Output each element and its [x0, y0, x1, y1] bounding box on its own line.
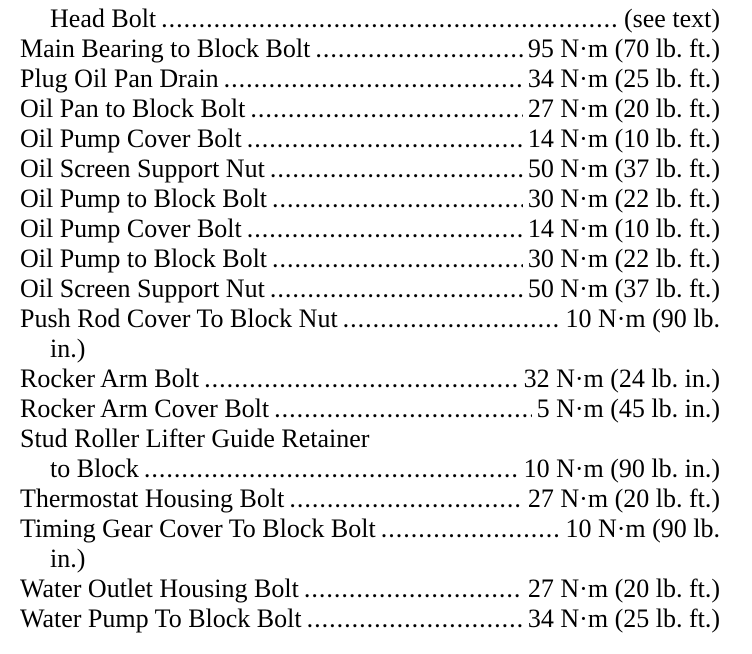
- spec-row: [20, 244, 720, 274]
- spec-row: [20, 124, 720, 154]
- spec-row: [20, 394, 720, 424]
- spec-value: 14 N·m (10 lb. ft.): [527, 124, 720, 153]
- spec-name: Main Bearing to Block Bolt: [20, 34, 311, 63]
- spec-value: 50 N·m (37 lb. ft.): [527, 154, 720, 183]
- spec-name: Head Bolt: [50, 4, 157, 33]
- spec-row: [20, 304, 720, 334]
- spec-row: [20, 154, 720, 184]
- spec-name: Oil Screen Support Nut: [20, 154, 265, 183]
- spec-name-first-line: Stud Roller Lifter Guide Retainer: [20, 424, 370, 453]
- spec-row: [20, 514, 720, 544]
- spec-row: [20, 274, 720, 304]
- spec-name: Oil Pump Cover Bolt: [20, 214, 242, 243]
- spec-row: [20, 574, 720, 604]
- spec-row: [20, 34, 720, 64]
- dot-leader: [304, 574, 523, 604]
- dot-leader: [274, 394, 531, 424]
- spec-value: 50 N·m (37 lb. ft.): [527, 274, 720, 303]
- spec-row: [20, 214, 720, 244]
- spec-value: 10 N·m (90 lb.: [565, 304, 720, 333]
- spec-row: [20, 184, 720, 214]
- spec-name: Oil Pump to Block Bolt: [20, 244, 268, 273]
- spec-value: 95 N·m (70 lb. ft.): [527, 34, 720, 63]
- dot-leader: [289, 484, 523, 514]
- spec-row: [20, 604, 720, 634]
- spec-name: Water Pump To Block Bolt: [20, 604, 302, 633]
- spec-value: 10 N·m (90 lb. in.): [523, 454, 720, 483]
- dot-leader: [250, 94, 523, 124]
- spec-name: Oil Pan to Block Bolt: [20, 94, 246, 123]
- spec-value: 30 N·m (22 lb. ft.): [527, 244, 720, 273]
- dot-leader: [247, 214, 523, 244]
- dot-leader: [270, 154, 523, 184]
- spec-name: Timing Gear Cover To Block Bolt: [20, 514, 376, 543]
- spec-value-continuation: in.): [50, 544, 86, 573]
- dot-leader: [381, 514, 561, 544]
- dot-leader: [144, 454, 519, 484]
- spec-row: [20, 94, 720, 124]
- spec-name: Water Outlet Housing Bolt: [20, 574, 299, 603]
- spec-name: Oil Pump to Block Bolt: [20, 184, 268, 213]
- spec-name: Oil Pump Cover Bolt: [20, 124, 242, 153]
- spec-name: Rocker Arm Cover Bolt: [20, 394, 270, 423]
- spec-name: Oil Screen Support Nut: [20, 274, 265, 303]
- dot-leader: [272, 244, 523, 274]
- spec-row: [20, 64, 720, 94]
- spec-name: to Block: [50, 454, 139, 483]
- dot-leader: [161, 4, 619, 34]
- spec-row: [20, 364, 720, 394]
- dot-leader: [224, 64, 523, 94]
- spec-row: [20, 484, 720, 514]
- spec-value: 34 N·m (25 lb. ft.): [527, 604, 720, 633]
- dot-leader: [343, 304, 561, 334]
- spec-row: [20, 4, 720, 34]
- spec-value: 30 N·m (22 lb. ft.): [527, 184, 720, 213]
- spec-name: Thermostat Housing Bolt: [20, 484, 285, 513]
- spec-name: Plug Oil Pan Drain: [20, 64, 219, 93]
- spec-value: 5 N·m (45 lb. in.): [536, 394, 720, 423]
- spec-value: 34 N·m (25 lb. ft.): [527, 64, 720, 93]
- spec-row: [20, 454, 720, 484]
- spec-value: (see text): [623, 4, 720, 33]
- dot-leader: [307, 604, 523, 634]
- dot-leader: [315, 34, 523, 64]
- spec-value: 14 N·m (10 lb. ft.): [527, 214, 720, 243]
- spec-value: 27 N·m (20 lb. ft.): [527, 94, 720, 123]
- spec-name: Rocker Arm Bolt: [20, 364, 200, 393]
- spec-value: 27 N·m (20 lb. ft.): [527, 574, 720, 603]
- dot-leader: [270, 274, 523, 304]
- spec-value: 27 N·m (20 lb. ft.): [527, 484, 720, 513]
- spec-value: 10 N·m (90 lb.: [565, 514, 720, 543]
- spec-value: 32 N·m (24 lb. in.): [523, 364, 720, 393]
- spec-value-continuation: in.): [50, 334, 86, 363]
- spec-name: Push Rod Cover To Block Nut: [20, 304, 338, 333]
- dot-leader: [247, 124, 523, 154]
- dot-leader: [204, 364, 518, 394]
- torque-spec-list: [20, 4, 720, 634]
- dot-leader: [272, 184, 523, 214]
